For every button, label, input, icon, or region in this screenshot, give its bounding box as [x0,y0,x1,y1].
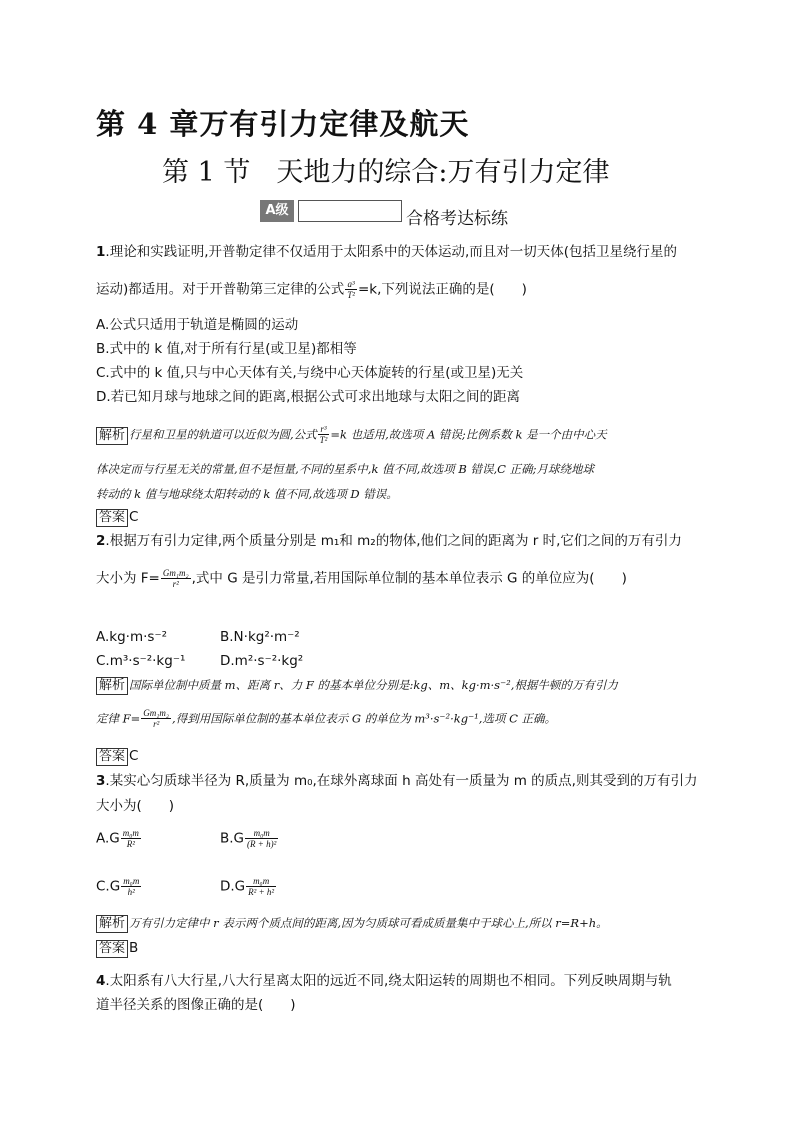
answer-label: 答案 [96,940,128,958]
analysis-label: 解析 [96,427,128,445]
q2-option-c: C.m³·s⁻²·kg⁻¹ [96,653,186,669]
q1-option-c: C.式中的 k 值,只与中心天体有关,与绕中心天体旋转的行星(或卫星)无关 [96,365,524,381]
q3-stem-line2: 大小为( ) [96,798,175,814]
q3-answer [96,939,138,958]
q3-option-d: D.G $\frac{\text{m₀m}}{\text{R² + h²}}$ [220,876,275,897]
q1-analysis-formula: $\frac{\text{r³}}{\text{T²}}$ [319,424,328,445]
q3-answer-value: B [129,940,139,956]
q2-option-d: D.m²·s⁻²·kg² [220,653,304,669]
section-title [162,150,609,189]
q1-analysis-line2: 体决定而与行星无关的常量,但不是恒量,不同的星系中,k 值不同,故选项 B 错误,C 正确;月球绕地球 [96,462,594,476]
q1-option-b: B.式中的 k 值,对于所有行星(或卫星)都相等 [96,341,357,357]
q3-stem-line1: 3.某实心匀质球半径为 R,质量为 m₀,在球外离球面 h 高处有一质量为 m 的质点,则其受到的万有引力 [96,773,698,789]
q1-option-a: A.公式只适用于轨道是椭圆的运动 [96,317,299,333]
q2-option-a: A.kg·m·s⁻² [96,629,167,645]
q1-stem-line2 [96,279,527,300]
q2-analysis-line2: 定律 F= $\frac{\text{Gm₁m₂}}{\text{r²}}$ ,得到用国际单位制的基本单位表示 G 的单位为 m³·s⁻²·kg⁻¹,选项 C 正确。 [96,708,557,729]
q2-answer-value: C [129,748,139,764]
q2-number: 2 [96,533,106,549]
q1-formula: $\frac{\text{a³}}{\text{T²}}$ [347,279,355,300]
q3-option-c: C.G $\frac{\text{m₀m}}{\text{h²}}$ [96,876,140,897]
q2-answer [96,747,138,766]
q3-option-a: A.G $\frac{\text{m₀m}}{\text{R²}}$ [96,828,139,849]
answer-label: 答案 [96,509,128,527]
section-number: 第 1 节 [162,157,251,188]
q3-analysis: 解析 万有引力定律中 r 表示两个质点间的距离,因为匀质球可看成质量集中于球心上,所以 r=R+h。 [96,914,608,933]
q1-answer-value: C [129,509,139,525]
q1-analysis-line3: 转动的 k 值与地球绕太阳转动的 k 值不同,故选项 D 错误。 [96,487,398,501]
section-name: 天地力的综合:万有引力定律 [276,157,610,188]
analysis-label: 解析 [96,915,128,933]
q1-option-d: D.若已知月球与地球之间的距离,根据公式可求出地球与太阳之间的距离 [96,389,520,405]
q2-analysis-formula: $\frac{\text{Gm₁m₂}}{\text{r²}}$ [143,708,170,729]
q1-analysis-line1: 解析 行星和卫星的轨道可以近似为圆,公式 $\frac{\text{r³}}{\text{T²}}$ =k 也适用,故选项 A 错误;比例系数 k 是一个由中心天 [96,424,607,445]
q1-answer [96,508,138,527]
q4-stem-line2: 道半径关系的图像正确的是( ) [96,997,296,1013]
q1-stem-text1: .理论和实践证明,开普勒定律不仅适用于太阳系中的天体运动,而且对一切天体(包括卫星绕行星的 [105,244,678,260]
q1-number: 1 [96,244,106,260]
chapter-title: 第 4 章万有引力定律及航天 [96,107,470,141]
grade-title: 合格考达标练 [406,209,508,229]
answer-label: 答案 [96,748,128,766]
q2-formula: $\frac{\text{Gm₁m₂}}{\text{r²}}$ [162,568,189,589]
q3-number: 3 [96,773,106,789]
q1-stem-line1 [96,243,677,261]
q2-stem-text1: .根据万有引力定律,两个质量分别是 m₁和 m₂的物体,他们之间的距离为 r 时,它们之间的万有引力 [105,533,682,549]
q2-option-b: B.N·kg²·m⁻² [220,629,300,645]
analysis-label: 解析 [96,677,128,695]
q2-analysis-line1: 解析 国际单位制中质量 m、距离 r、力 F 的基本单位分别是:kg、m、kg·m·s⁻²,根据牛顿的万有引力 [96,676,618,695]
q4-stem-line1: 4.太阳系有八大行星,八大行星离太阳的远近不同,绕太阳运转的周期也不相同。下列反映周期与轨 [96,973,672,989]
q2-stem-line1 [96,532,682,550]
q1-stem-text2b: =k,下列说法正确的是( ) [358,281,527,298]
grade-badge: A级 [260,200,294,222]
grade-blank-box [298,200,402,222]
q4-number: 4 [96,973,106,989]
q3-option-b: B.G $\frac{\text{m₀m}}{\text{(R + h)²}}$ [220,828,277,849]
q1-stem-text2a: 运动)都适用。对于开普勒第三定律的公式 [96,281,345,298]
q2-stem-line2: 大小为 F= $\frac{\text{Gm₁m₂}}{\text{r²}}$ ,式中 G 是引力常量,若用国际单位制的基本单位表示 G 的单位应为( ) [96,568,627,589]
